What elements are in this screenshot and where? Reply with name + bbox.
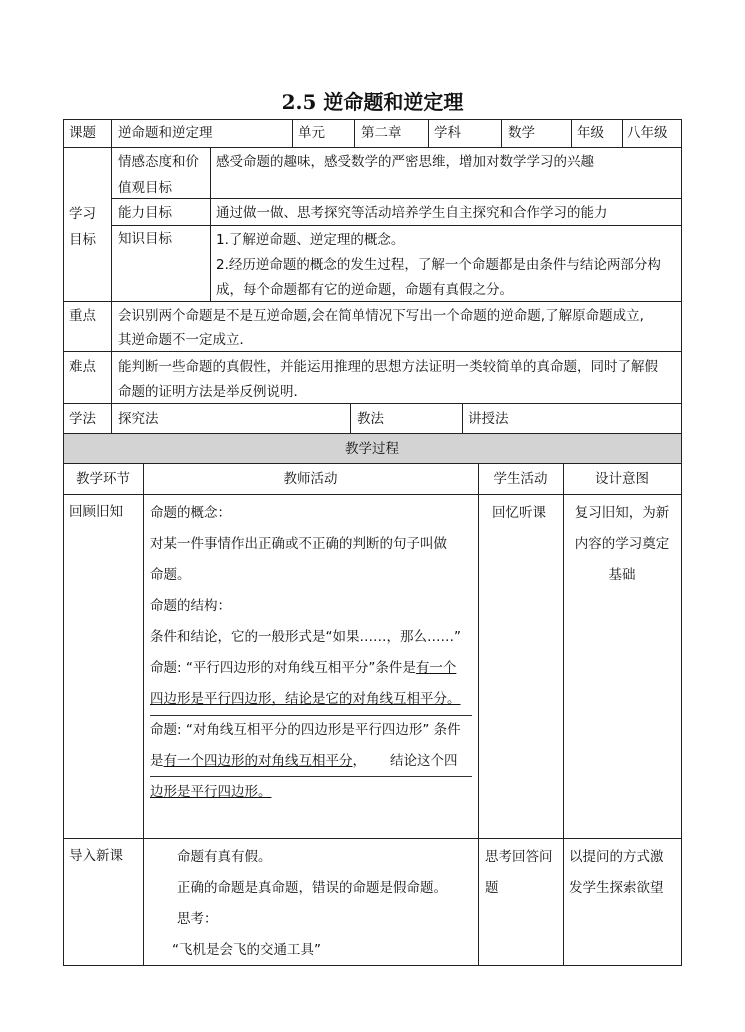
review-condition-1: 有一个 xyxy=(415,660,457,676)
intro-text: 命题有真有假。 xyxy=(177,849,272,865)
col-line xyxy=(571,119,572,147)
column-header-teacher: 教师活动 xyxy=(283,471,338,487)
knowledge-goal-text: 成，每个命题都有它的逆命题，命题有真假之分。 xyxy=(216,282,513,298)
col-line xyxy=(210,147,211,301)
col-line xyxy=(428,119,429,147)
knowledge-goal-label: 知识目标 xyxy=(118,231,172,247)
difficult-points-text: 命题的证明方法是举反例说明． xyxy=(118,384,307,400)
emotion-goal-label: 情感态度和价 xyxy=(118,154,199,170)
col-line xyxy=(622,119,623,147)
intro-text: “飞机是会飞的交通工具” xyxy=(172,942,321,958)
review-design-intent: 复习旧知，为新 xyxy=(574,505,670,521)
row-line xyxy=(63,838,682,839)
col-line xyxy=(478,463,479,966)
col-line xyxy=(143,463,144,966)
review-stage-label: 回顾旧知 xyxy=(69,504,123,520)
process-header: 教学过程 xyxy=(345,441,399,457)
column-header-student: 学生活动 xyxy=(493,471,548,487)
fill-underline xyxy=(150,776,472,777)
intro-text: 思考： xyxy=(177,911,218,927)
fill-underline xyxy=(150,715,472,716)
document-title: 2.5 逆命题和逆定理 xyxy=(281,90,464,114)
key-points-label: 重点 xyxy=(69,308,96,324)
review-condition-1-cont: 四边形是平行四边形 xyxy=(150,691,272,707)
col-line xyxy=(111,403,112,433)
ability-goal-text: 通过做一做、思考探究等活动培养学生自主探究和合作学习的能力 xyxy=(216,205,608,221)
review-design-intent: 基础 xyxy=(608,567,636,583)
row-line xyxy=(111,225,682,226)
review-text: 对某一件事情作出正确或不正确的判断的句子叫做 xyxy=(150,536,447,552)
review-text: 命题的概念： xyxy=(150,505,231,521)
knowledge-goal-text: 1.了解逆命题、逆定理的概念。 xyxy=(216,232,405,248)
emotion-goal-text: 感受命题的趣味，感受数学的严密思维，增加对数学学习的兴趣 xyxy=(216,154,594,170)
review-text: 条件和结论，它的一般形式是“如果……，那么……” xyxy=(150,629,461,645)
difficult-points-text: 能判断一些命题的真假性，并能运用推理的思想方法证明一类较简单的真命题，同时了解假 xyxy=(118,359,658,375)
column-header-stage: 教学环节 xyxy=(76,471,130,487)
col-line xyxy=(350,403,351,433)
review-text: 命题的结构： xyxy=(150,598,231,614)
col-line xyxy=(501,119,502,147)
learning-method-value: 探究法 xyxy=(118,411,159,427)
course-value: 逆命题和逆定理 xyxy=(118,125,213,141)
review-condition-2: 有一个四边形的对角线互相平分 xyxy=(163,753,353,769)
review-student-activity: 回忆听课 xyxy=(492,505,546,521)
column-header-design: 设计意图 xyxy=(595,471,649,487)
subject-value: 数学 xyxy=(508,125,535,141)
row-line xyxy=(63,403,682,404)
key-points-text: 其逆命题不一定成立． xyxy=(118,332,253,348)
table-border-top xyxy=(63,119,682,120)
row-line xyxy=(63,351,682,352)
knowledge-goal-text: 2.经历逆命题的概念的发生过程，了解一个命题都是由条件与结论两部分构 xyxy=(216,257,661,273)
goals-label: 学习 xyxy=(69,206,96,222)
review-text-fragment: ， xyxy=(352,753,366,769)
teaching-method-value: 讲授法 xyxy=(468,411,509,427)
review-text-fragment: 是 xyxy=(150,753,164,769)
row-line xyxy=(63,463,682,464)
col-line xyxy=(111,147,112,403)
table-border-right xyxy=(681,119,682,966)
unit-value: 第二章 xyxy=(361,125,402,141)
row-line xyxy=(63,147,682,148)
col-line xyxy=(292,119,293,147)
intro-student-activity: 题 xyxy=(485,880,499,896)
subject-label: 学科 xyxy=(434,125,461,141)
intro-stage-label: 导入新课 xyxy=(69,848,123,864)
difficult-points-label: 难点 xyxy=(69,359,96,375)
learning-method-label: 学法 xyxy=(69,411,96,427)
course-label: 课题 xyxy=(69,125,96,141)
teaching-method-label: 教法 xyxy=(357,411,384,427)
review-text: 命题: “对角线互相平分的四边形是平行四边形” 条件 xyxy=(150,722,461,738)
review-conclusion-2-cont: 边形是平行四边形。 xyxy=(150,784,272,800)
grade-value: 八年级 xyxy=(627,125,668,141)
col-line xyxy=(462,403,463,433)
intro-design-intent: 发学生探索欲望 xyxy=(569,880,664,896)
ability-goal-label: 能力目标 xyxy=(118,205,172,221)
col-line xyxy=(111,119,112,147)
row-line xyxy=(63,494,682,495)
emotion-goal-label: 值观目标 xyxy=(118,180,172,196)
goals-label: 目标 xyxy=(69,232,96,248)
table-border-bottom xyxy=(63,965,682,966)
row-line xyxy=(111,198,682,199)
review-conclusion-2: 结论这个四 xyxy=(390,753,458,769)
col-line xyxy=(354,119,355,147)
review-text: 命题。 xyxy=(150,567,191,583)
key-points-text: 会识别两个命题是不是互逆命题,会在简单情况下写出一个命题的逆命题,了解原命题成立, xyxy=(118,308,644,324)
intro-design-intent: 以提问的方式激 xyxy=(569,849,664,865)
grade-label: 年级 xyxy=(577,125,604,141)
review-text xyxy=(150,691,461,707)
review-text xyxy=(150,660,456,676)
row-line xyxy=(63,301,682,302)
unit-label: 单元 xyxy=(298,125,325,141)
review-proposition-1: 命题: “平行四边形的对角线互相平分”条件是 xyxy=(150,660,416,676)
intro-student-activity: 思考回答问 xyxy=(485,849,553,865)
review-design-intent: 内容的学习奠定 xyxy=(574,536,670,552)
review-text xyxy=(150,753,458,769)
table-border-left xyxy=(63,119,64,966)
intro-text: 正确的命题是真命题，错误的命题是假命题。 xyxy=(177,880,447,896)
review-conclusion-1: ，结论是它的对角线互相平分。 xyxy=(271,691,461,707)
row-line xyxy=(63,433,682,434)
